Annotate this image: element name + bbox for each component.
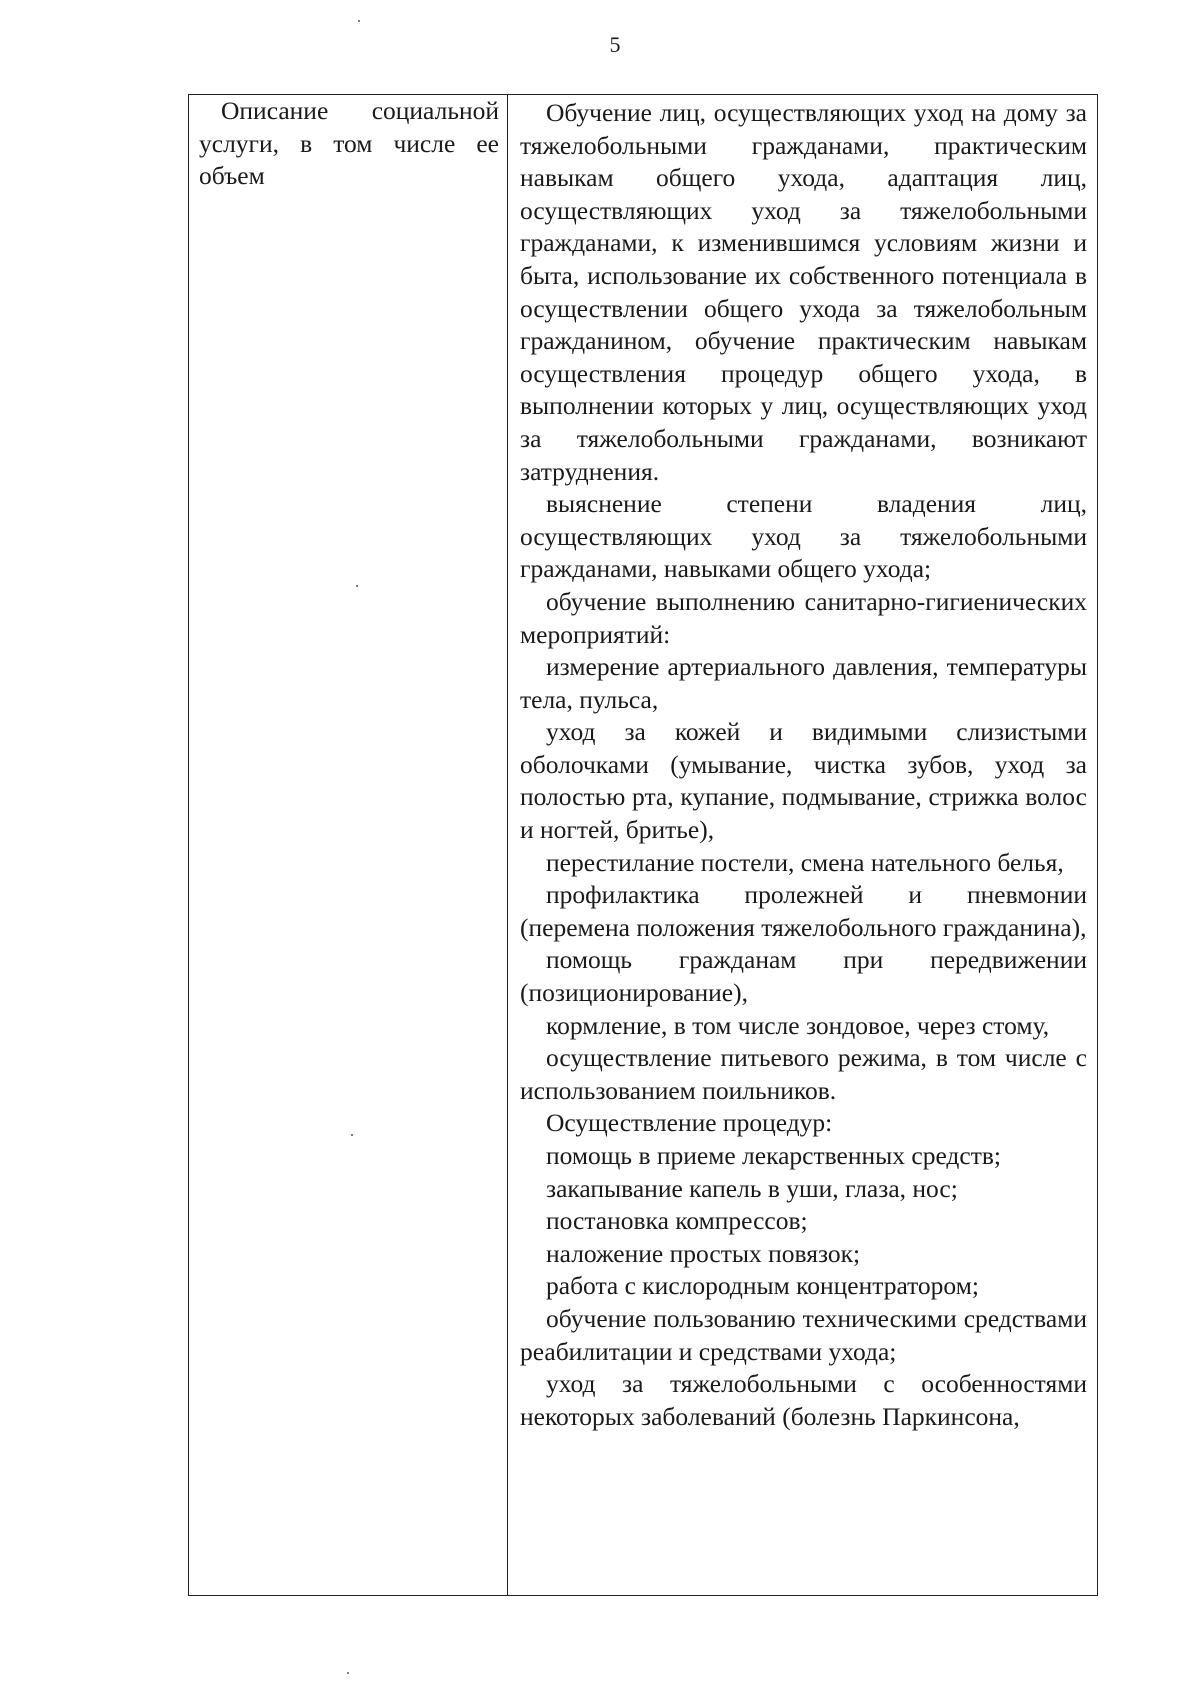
service-description-table: [188, 94, 1098, 1596]
description-paragraph: помощь гражданам при передвижении (позиционирование),: [520, 945, 1087, 1008]
description-paragraph: профилактика пролежней и пневмонии (перемена положения тяжелобольного гражданина),: [520, 880, 1087, 942]
scan-speck: [358, 20, 360, 22]
description-paragraph: кормление, в том числе зондовое, через стому,: [546, 1010, 1050, 1040]
description-paragraph: измерение артериального давления, температуры тела, пульса,: [520, 652, 1087, 714]
description-cell: [508, 95, 1098, 1596]
description-paragraph: помощь в приеме лекарственных средств;: [546, 1141, 1001, 1170]
description-paragraph: обучение выполнению санитарно-гигиенических мероприятий:: [520, 586, 1087, 649]
table-row: [189, 95, 1098, 1596]
description-paragraph: Осуществление процедур:: [546, 1108, 833, 1138]
scan-speck: [347, 1672, 349, 1674]
description-paragraph: работа с кислородным концентратором;: [546, 1271, 979, 1301]
description-paragraph: выяснение степени владения лиц, осуществляющих уход за тяжелобольными гражданами, навыками общего ухода;: [520, 489, 1087, 584]
description-paragraph: обучение пользованию техническими средствами реабилитации и средствами ухода;: [520, 1303, 1087, 1366]
description-paragraph: перестилание постели, смена нательного белья,: [546, 847, 1064, 877]
description-paragraph: закапывание капель в уши, глаза, нос;: [546, 1173, 958, 1203]
description-paragraph: уход за кожей и видимыми слизистыми оболочками (умывание, чистка зубов, уход за полостью рта, купание, подмывание, стрижка волос и ногтей, бритье),: [520, 717, 1087, 845]
description-paragraph: наложение простых повязок;: [546, 1238, 861, 1268]
label-cell: [189, 95, 508, 1596]
description-paragraph: постановка компрессов;: [546, 1206, 808, 1236]
scan-speck: [351, 1134, 353, 1136]
scan-speck: [356, 585, 358, 587]
description-paragraph: Обучение лиц, осуществляющих уход на дому за тяжелобольными гражданами, практическим навыкам общего ухода, адаптация лиц, осуществляющих уход за тяжелобольными гражданами, к изменившимся условиям жизни и быта, использование их собственного потенциала в осуществлении общего ухода за тяжелобольным гражданином, обучение практическим навыкам осуществления процедур общего ухода, в выполнении которых у лиц, осуществляющих уход за тяжелобольными гражданами, возникают затруднения.: [520, 98, 1087, 486]
row-label: Описание социальной услуги, в том числе ее объем: [199, 96, 499, 191]
description-paragraph: уход за тяжелобольными с особенностями некоторых заболеваний (болезнь Паркинсона,: [520, 1369, 1087, 1431]
page-number: 5: [609, 32, 621, 57]
description-paragraph: осуществление питьевого режима, в том числе с использованием поильников.: [520, 1043, 1087, 1105]
